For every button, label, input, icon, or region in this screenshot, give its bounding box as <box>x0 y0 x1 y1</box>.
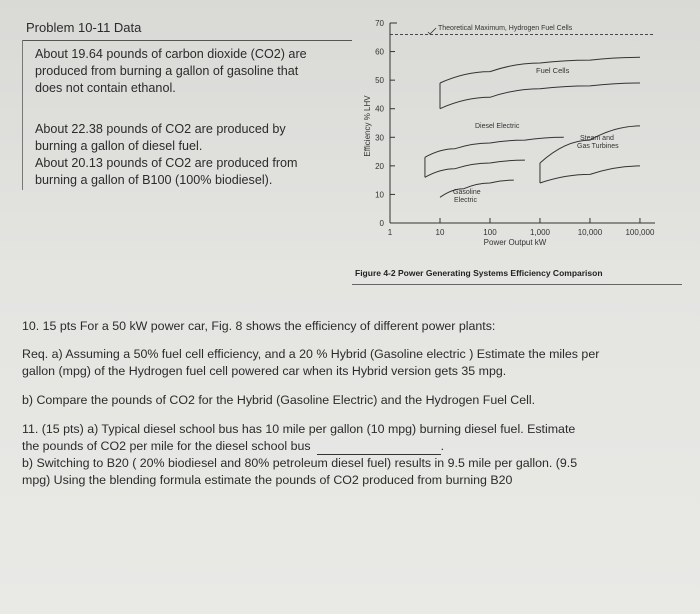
curve-4-diesel-electric-lower <box>425 160 525 177</box>
diesel-electric-label: Diesel Electric <box>475 123 520 130</box>
y-tick-label-10: 10 <box>375 190 384 200</box>
question-10-title: 10. 15 pts For a 50 kW power car, Fig. 8 shows the efficiency of different power plants: <box>22 319 496 333</box>
x-tick-label-10000: 10,000 <box>577 228 603 237</box>
x-axis-label: Power Output kW <box>483 238 547 247</box>
data-line-7: burning a gallon of B100 (100% biodiesel). <box>35 173 273 187</box>
figure-caption: Figure 4-2 Power Generating Systems Efficiency Comparison <box>355 268 603 278</box>
question-10a-line2: gallon (mpg) of the Hydrogen fuel cell powered car when its Hybrid version gets 35 mpg. <box>22 364 507 378</box>
data-line-4: About 22.38 pounds of CO2 are produced by <box>35 122 286 136</box>
x-ticks <box>388 218 655 237</box>
data-line-2: produced from burning a gallon of gasoline that <box>35 64 299 78</box>
y-tick-label-70: 70 <box>375 19 384 28</box>
question-11b-line2: mpg) Using the blending formula estimate the pounds of CO2 produced from burning B20 <box>22 473 513 487</box>
efficiency-chart <box>350 8 690 288</box>
theoretical-label: Theoretical Maximum, Hydrogen Fuel Cells <box>438 25 573 32</box>
theoretical-arrow <box>428 28 436 34</box>
question-11a-line1: 11. (15 pts) a) Typical diesel school bus has 10 mile per gallon (10 mpg) burning diesel fuel. Estimate <box>22 422 576 436</box>
data-line-3: does not contain ethanol. <box>35 81 176 95</box>
question-11a-text: the pounds of CO2 per mile for the diesel school bus <box>22 439 311 453</box>
y-tick-label-60: 60 <box>375 47 384 57</box>
curve-6-steam-and-gas-turbines-lower <box>540 166 640 183</box>
x-tick-label-100000: 100,000 <box>625 228 655 237</box>
x-tick-label-100: 100 <box>483 228 497 237</box>
y-tick-label-40: 40 <box>375 104 384 114</box>
steam-label-line2: Gas Turbines <box>577 143 619 150</box>
x-tick-label-1000: 1,000 <box>529 228 550 237</box>
y-tick-label-0: 0 <box>379 219 384 228</box>
data-box-top-border <box>22 40 352 41</box>
y-tick-label-20: 20 <box>375 161 384 171</box>
steam-label-line1: Steam and <box>580 135 614 142</box>
question-11a-line2 <box>22 438 444 455</box>
answer-blank[interactable] <box>317 442 441 455</box>
gasoline-label-line2: Electric <box>454 197 477 204</box>
figure-separator <box>352 284 682 285</box>
data-title: Problem 10-11 Data <box>26 20 142 35</box>
data-line-5: burning a gallon of diesel fuel. <box>35 139 203 153</box>
question-11a-period: . <box>440 439 445 453</box>
y-tick-label-30: 30 <box>375 133 384 143</box>
data-line-1: About 19.64 pounds of carbon dioxide (CO2) are <box>35 47 307 61</box>
y-ticks <box>375 19 395 228</box>
question-11b-line1: b) Switching to B20 ( 20% biodiesel and 80% petroleum diesel fuel) results in 9.5 mile per gallon. (9.5 <box>22 456 578 470</box>
question-10a-line1: Req. a) Assuming a 50% fuel cell efficiency, and a 20 % Hybrid (Gasoline electric ) Estimate the miles per <box>22 347 600 361</box>
x-tick-label-1: 1 <box>387 228 393 237</box>
chart-axes <box>390 23 655 223</box>
data-box-left-border <box>22 40 23 190</box>
data-line-6: About 20.13 pounds of CO2 are produced from <box>35 156 298 170</box>
fuel-cells-label: Fuel Cells <box>536 66 570 75</box>
x-tick-label-10: 10 <box>435 228 445 237</box>
y-tick-label-50: 50 <box>375 76 384 86</box>
y-axis-label: Efficiency % LHV <box>363 95 372 157</box>
question-10b: b) Compare the pounds of CO2 for the Hybrid (Gasoline Electric) and the Hydrogen Fuel Cell. <box>22 393 536 407</box>
gasoline-label-line1: Gasoline <box>453 189 481 196</box>
chart-curves <box>390 34 655 197</box>
curve-2-fuel-cells-lower <box>440 83 640 109</box>
curve-3-diesel-electric-upper <box>425 137 564 157</box>
